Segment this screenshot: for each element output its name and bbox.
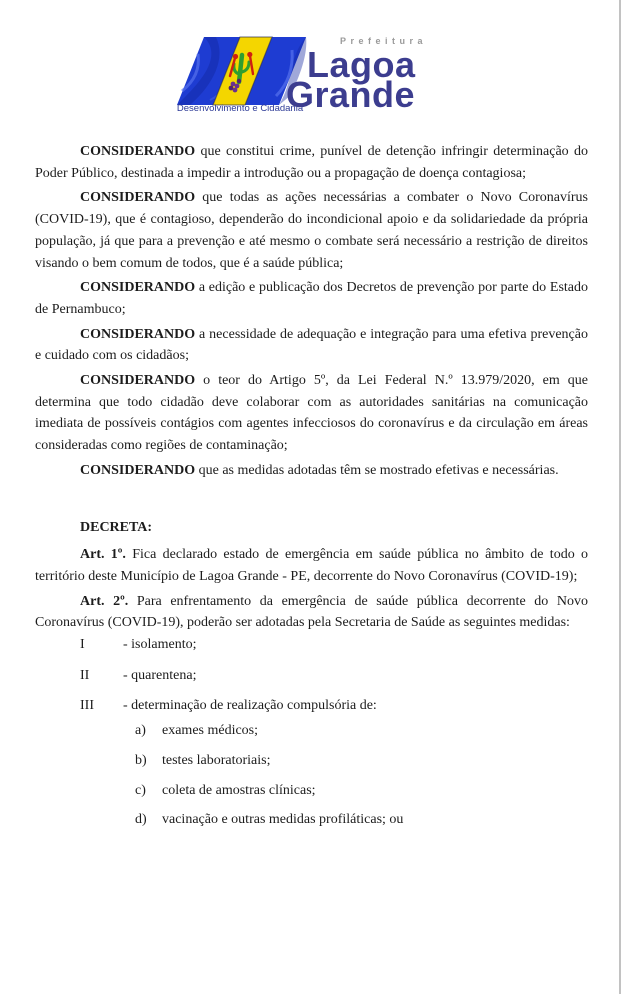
roman-item-text: - isolamento; [123,637,197,653]
paragraph-text: a edição e publicação dos Decretos de prevenção por parte do Estado de Pernambuco; [35,280,588,317]
logo-city-line1: Lagoa [307,44,416,85]
letter-item-text: testes laboratoriais; [162,752,271,768]
roman-numeral: I [80,637,85,653]
logo-tagline: Desenvolvimento e Cidadania [176,103,304,114]
article-lead: Art. 2º. [80,593,129,609]
letter-marker: b) [135,752,147,768]
page-edge-divider [619,0,621,994]
article-text: Fica declarado estado de emergência em saúde pública no âmbito de todo o território deste Município de Lagoa Grande - PE, decorrente do Novo Coronavírus (COVID-19); [35,547,589,584]
article-lead: Art. 1º. [80,547,126,563]
considerando-paragraph [35,460,588,482]
decree-body [35,141,588,839]
paragraph-lead: CONSIDERANDO [80,144,196,159]
letter-marker: a) [135,723,146,739]
considerando-paragraph [35,370,588,457]
letter-list-item [35,780,588,802]
letter-list-item [35,720,588,742]
paragraph-text: a necessidade de adequação e integração para uma efetiva prevenção e cuidado com os cidadãos; [35,326,588,364]
paragraph-lead: CONSIDERANDO [80,326,196,342]
paragraph-lead: CONSIDERANDO [80,280,196,296]
roman-item-text: - quarentena; [123,667,197,683]
considerando-paragraph [35,187,588,274]
considerando-paragraph [35,141,588,184]
paragraph-lead: CONSIDERANDO [80,190,196,206]
letter-list-item [35,809,588,831]
decreta-heading: DECRETA: [80,519,153,535]
article-1 [35,544,588,587]
letter-list-item [35,750,588,772]
paragraph-text: o teor do Artigo 5º, da Lei Federal N.º 13.979/2020, em que determina que todo cidadão deve colaborar com as autoridades sanitárias na comunicação imediata de possíveis contágios com agentes infecciosos do coronavírus e da circulação em áreas consideradas como regiões de contaminação; [35,373,588,454]
letter-item-text: coleta de amostras clínicas; [162,782,316,798]
logo-city-line2: Grande [286,74,416,115]
section-gap [35,485,588,517]
roman-item-text: - determinação de realização compulsória de: [123,698,377,714]
letter-item-text: exames médicos; [162,723,259,739]
letterhead [0,0,624,132]
considerando-paragraph [35,277,588,320]
letter-marker: c) [135,782,146,798]
roman-numeral: III [80,698,94,714]
article-2 [35,591,588,634]
roman-list-item [35,634,588,656]
letter-marker: d) [135,812,147,828]
article-text: Para enfrentamento da emergência de saúde pública decorrente do Novo Coronavírus (COVID-19), poderão ser adotadas pela Secretaria de Saúde as seguintes medidas: [35,593,588,631]
paragraph-text: que todas as ações necessárias a combater o Novo Coronavírus (COVID-19), que é contagioso, dependerão do incondicional apoio e da solidariedade da própria população, já que para a prevenção e até mesmo o combate será necessário a restrição de direitos visando o bem comum de todos, que é a saúde pública; [35,190,588,271]
prefeitura-label: Prefeitura [340,36,428,46]
roman-list-item [35,665,588,687]
paragraph-text: que constitui crime, punível de detenção infringir determinação do Poder Público, destinada a impedir a introdução ou a propagação de doença contagiosa; [35,144,588,181]
paragraph-text: que as medidas adotadas têm se mostrado efetivas e necessárias. [195,462,559,478]
paragraph-lead: CONSIDERANDO [80,462,196,478]
roman-list-item [35,695,588,717]
roman-numeral: II [80,667,90,683]
considerando-paragraph [35,324,588,367]
letter-item-text: vacinação e outras medidas profiláticas; ou [162,812,404,828]
paragraph-lead: CONSIDERANDO [80,373,196,389]
